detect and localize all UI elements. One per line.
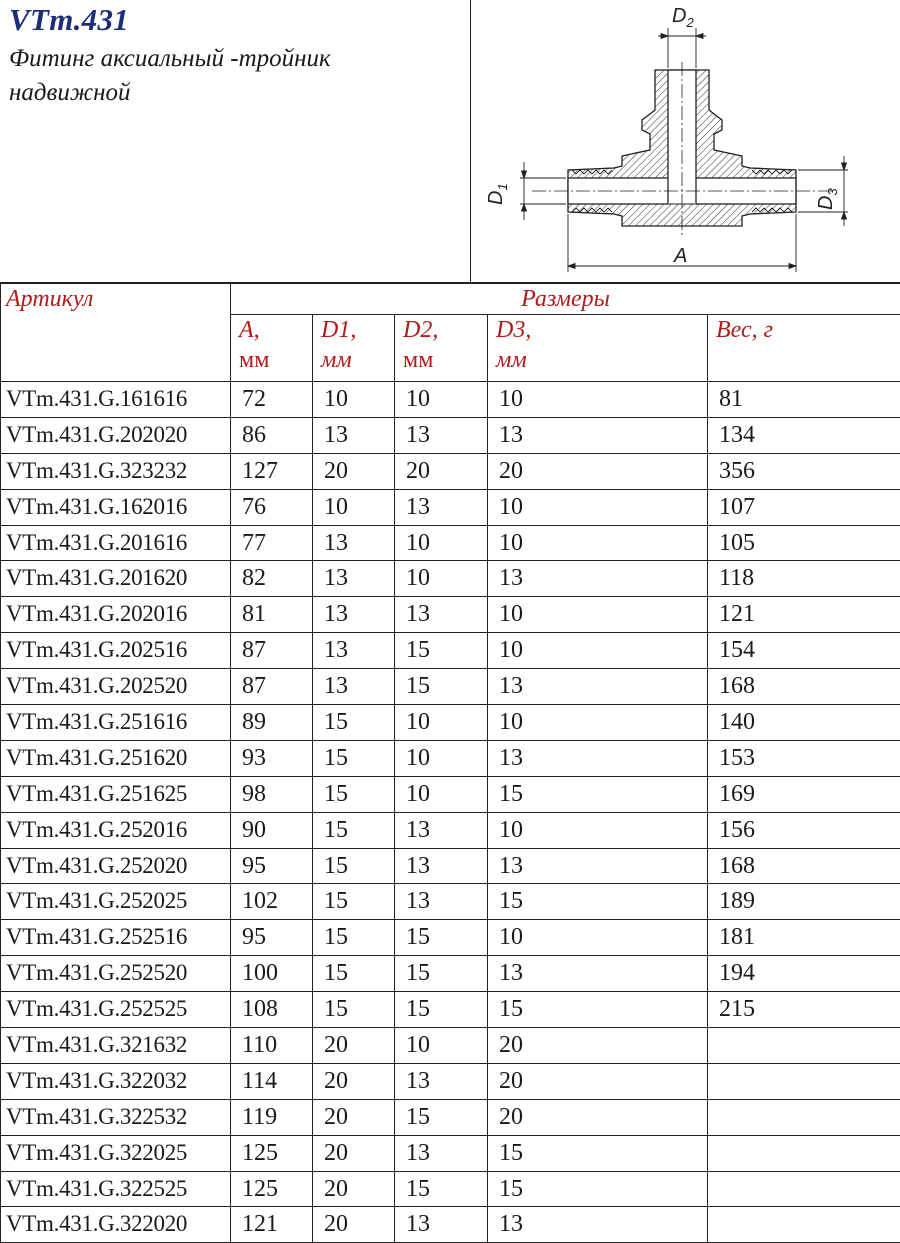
cell-weight: 194 bbox=[708, 956, 900, 992]
cell-a: 110 bbox=[231, 1028, 313, 1064]
cell-a: 72 bbox=[231, 382, 313, 418]
cell-weight: 181 bbox=[708, 920, 900, 956]
cell-d2: 15 bbox=[395, 669, 488, 705]
cell-d3: 10 bbox=[488, 597, 708, 633]
cell-weight: 168 bbox=[708, 848, 900, 884]
cell-weight: 134 bbox=[708, 417, 900, 453]
cell-a: 125 bbox=[231, 1171, 313, 1207]
table-row bbox=[1, 1171, 900, 1207]
cell-d3: 10 bbox=[488, 382, 708, 418]
cell-d1: 10 bbox=[313, 489, 395, 525]
cell-d3: 15 bbox=[488, 1135, 708, 1171]
page-title: VTm.431 bbox=[9, 2, 129, 38]
table-row bbox=[1, 1207, 900, 1243]
cell-a: 82 bbox=[231, 561, 313, 597]
cell-article: VTm.431.G.161616 bbox=[1, 382, 231, 418]
cell-article: VTm.431.G.202020 bbox=[1, 417, 231, 453]
cell-weight: 156 bbox=[708, 812, 900, 848]
cell-d3: 13 bbox=[488, 740, 708, 776]
cell-d2: 10 bbox=[395, 776, 488, 812]
cell-d2: 13 bbox=[395, 848, 488, 884]
cell-d2: 10 bbox=[395, 561, 488, 597]
cell-article: VTm.431.G.323232 bbox=[1, 453, 231, 489]
cell-weight: 153 bbox=[708, 740, 900, 776]
tee-fitting-drawing bbox=[472, 0, 900, 280]
article-header: Артикул bbox=[1, 284, 231, 382]
table-row bbox=[1, 525, 900, 561]
cell-a: 100 bbox=[231, 956, 313, 992]
cell-article: VTm.431.G.252525 bbox=[1, 992, 231, 1028]
cell-d1: 13 bbox=[313, 561, 395, 597]
cell-d2: 20 bbox=[395, 453, 488, 489]
header-section bbox=[0, 0, 900, 283]
cell-a: 81 bbox=[231, 597, 313, 633]
cell-article: VTm.431.G.251616 bbox=[1, 705, 231, 741]
cell-article: VTm.431.G.252520 bbox=[1, 956, 231, 992]
cell-d1: 15 bbox=[313, 740, 395, 776]
product-description: Фитинг аксиальный -тройник надвижной bbox=[9, 42, 449, 110]
table-row bbox=[1, 417, 900, 453]
cell-d1: 15 bbox=[313, 848, 395, 884]
cell-d3: 10 bbox=[488, 812, 708, 848]
cell-d2: 10 bbox=[395, 1028, 488, 1064]
table-row bbox=[1, 633, 900, 669]
cell-d2: 13 bbox=[395, 812, 488, 848]
cell-d1: 13 bbox=[313, 525, 395, 561]
cell-d1: 15 bbox=[313, 705, 395, 741]
cell-d2: 13 bbox=[395, 1135, 488, 1171]
cell-a: 95 bbox=[231, 920, 313, 956]
label-a: A bbox=[673, 245, 687, 267]
table-row bbox=[1, 669, 900, 705]
cell-d1: 13 bbox=[313, 633, 395, 669]
cell-d2: 15 bbox=[395, 633, 488, 669]
cell-article: VTm.431.G.322532 bbox=[1, 1099, 231, 1135]
cell-article: VTm.431.G.202520 bbox=[1, 669, 231, 705]
cell-d2: 13 bbox=[395, 1063, 488, 1099]
cell-d3: 15 bbox=[488, 884, 708, 920]
table-row bbox=[1, 776, 900, 812]
cell-a: 95 bbox=[231, 848, 313, 884]
cell-d2: 10 bbox=[395, 740, 488, 776]
cell-weight bbox=[708, 1028, 900, 1064]
table-row bbox=[1, 920, 900, 956]
cell-d3: 20 bbox=[488, 1063, 708, 1099]
cell-article: VTm.431.G.201616 bbox=[1, 525, 231, 561]
cell-weight: 215 bbox=[708, 992, 900, 1028]
label-d2: $D_2$ bbox=[672, 5, 694, 30]
col-header-d2: D2, мм bbox=[395, 315, 488, 382]
cell-d3: 20 bbox=[488, 1099, 708, 1135]
cell-weight: 154 bbox=[708, 633, 900, 669]
cell-d2: 13 bbox=[395, 1207, 488, 1243]
cell-article: VTm.431.G.201620 bbox=[1, 561, 231, 597]
cell-a: 77 bbox=[231, 525, 313, 561]
cell-article: VTm.431.G.252020 bbox=[1, 848, 231, 884]
cell-article: VTm.431.G.162016 bbox=[1, 489, 231, 525]
cell-d3: 10 bbox=[488, 525, 708, 561]
cell-d2: 13 bbox=[395, 884, 488, 920]
cell-article: VTm.431.G.322020 bbox=[1, 1207, 231, 1243]
cell-weight: 189 bbox=[708, 884, 900, 920]
cell-d2: 15 bbox=[395, 920, 488, 956]
cell-d1: 15 bbox=[313, 776, 395, 812]
label-d1: $D_1$ bbox=[485, 183, 510, 205]
cell-d3: 10 bbox=[488, 705, 708, 741]
cell-d3: 15 bbox=[488, 992, 708, 1028]
cell-a: 102 bbox=[231, 884, 313, 920]
cell-weight bbox=[708, 1207, 900, 1243]
table-row bbox=[1, 956, 900, 992]
cell-a: 89 bbox=[231, 705, 313, 741]
cell-a: 119 bbox=[231, 1099, 313, 1135]
cell-d1: 20 bbox=[313, 1028, 395, 1064]
table-row bbox=[1, 382, 900, 418]
table-row bbox=[1, 740, 900, 776]
col-header-d1: D1, мм bbox=[313, 315, 395, 382]
cell-d3: 13 bbox=[488, 417, 708, 453]
cell-d1: 15 bbox=[313, 920, 395, 956]
cell-a: 87 bbox=[231, 633, 313, 669]
cell-d3: 20 bbox=[488, 1028, 708, 1064]
cell-a: 87 bbox=[231, 669, 313, 705]
cell-a: 127 bbox=[231, 453, 313, 489]
table-row bbox=[1, 1028, 900, 1064]
cell-d1: 13 bbox=[313, 417, 395, 453]
sizes-header: Размеры bbox=[231, 284, 900, 315]
cell-article: VTm.431.G.322025 bbox=[1, 1135, 231, 1171]
cell-a: 76 bbox=[231, 489, 313, 525]
cell-d1: 13 bbox=[313, 597, 395, 633]
cell-article: VTm.431.G.202516 bbox=[1, 633, 231, 669]
table-row bbox=[1, 561, 900, 597]
header-divider bbox=[470, 0, 471, 282]
cell-d1: 15 bbox=[313, 884, 395, 920]
table-row bbox=[1, 597, 900, 633]
cell-d1: 15 bbox=[313, 992, 395, 1028]
cell-d2: 10 bbox=[395, 705, 488, 741]
cell-d2: 15 bbox=[395, 1099, 488, 1135]
cell-weight: 168 bbox=[708, 669, 900, 705]
col-header-weight: Вес, г bbox=[708, 315, 900, 382]
cell-d3: 13 bbox=[488, 956, 708, 992]
cell-d1: 20 bbox=[313, 1135, 395, 1171]
table-row bbox=[1, 489, 900, 525]
cell-weight bbox=[708, 1135, 900, 1171]
cell-d1: 20 bbox=[313, 453, 395, 489]
table-row bbox=[1, 1099, 900, 1135]
cell-d1: 20 bbox=[313, 1207, 395, 1243]
cell-article: VTm.431.G.251625 bbox=[1, 776, 231, 812]
cell-d2: 15 bbox=[395, 992, 488, 1028]
cell-weight: 169 bbox=[708, 776, 900, 812]
cell-d3: 20 bbox=[488, 453, 708, 489]
cell-a: 86 bbox=[231, 417, 313, 453]
cell-d3: 13 bbox=[488, 848, 708, 884]
table-row bbox=[1, 1135, 900, 1171]
cell-d1: 20 bbox=[313, 1171, 395, 1207]
cell-article: VTm.431.G.252016 bbox=[1, 812, 231, 848]
cell-d1: 15 bbox=[313, 812, 395, 848]
cell-d3: 10 bbox=[488, 920, 708, 956]
cell-a: 125 bbox=[231, 1135, 313, 1171]
col-header-d3: D3, мм bbox=[488, 315, 708, 382]
cell-a: 90 bbox=[231, 812, 313, 848]
table-row bbox=[1, 812, 900, 848]
cell-article: VTm.431.G.322525 bbox=[1, 1171, 231, 1207]
cell-article: VTm.431.G.322032 bbox=[1, 1063, 231, 1099]
label-d3: $D_3$ bbox=[815, 188, 840, 210]
table-row bbox=[1, 705, 900, 741]
cell-d2: 13 bbox=[395, 597, 488, 633]
cell-article: VTm.431.G.252025 bbox=[1, 884, 231, 920]
cell-d1: 13 bbox=[313, 669, 395, 705]
cell-d2: 13 bbox=[395, 417, 488, 453]
dimensions-table bbox=[0, 283, 900, 1243]
cell-article: VTm.431.G.321632 bbox=[1, 1028, 231, 1064]
table-row bbox=[1, 992, 900, 1028]
cell-weight: 107 bbox=[708, 489, 900, 525]
cell-weight: 105 bbox=[708, 525, 900, 561]
cell-d2: 15 bbox=[395, 956, 488, 992]
cell-d2: 10 bbox=[395, 525, 488, 561]
cell-weight: 121 bbox=[708, 597, 900, 633]
cell-d2: 15 bbox=[395, 1171, 488, 1207]
cell-article: VTm.431.G.251620 bbox=[1, 740, 231, 776]
cell-a: 121 bbox=[231, 1207, 313, 1243]
cell-d1: 10 bbox=[313, 382, 395, 418]
col-header-a: A, мм bbox=[231, 315, 313, 382]
cell-a: 114 bbox=[231, 1063, 313, 1099]
cell-weight: 140 bbox=[708, 705, 900, 741]
cell-d3: 15 bbox=[488, 1171, 708, 1207]
cell-d1: 20 bbox=[313, 1099, 395, 1135]
cell-weight bbox=[708, 1171, 900, 1207]
cell-d3: 13 bbox=[488, 1207, 708, 1243]
cell-weight: 118 bbox=[708, 561, 900, 597]
table-row bbox=[1, 848, 900, 884]
table-row bbox=[1, 453, 900, 489]
cell-d1: 15 bbox=[313, 956, 395, 992]
table-row bbox=[1, 1063, 900, 1099]
cell-a: 98 bbox=[231, 776, 313, 812]
cell-weight: 81 bbox=[708, 382, 900, 418]
cell-d1: 20 bbox=[313, 1063, 395, 1099]
cell-weight bbox=[708, 1063, 900, 1099]
cell-d3: 15 bbox=[488, 776, 708, 812]
cell-weight bbox=[708, 1099, 900, 1135]
cell-d2: 10 bbox=[395, 382, 488, 418]
cell-article: VTm.431.G.252516 bbox=[1, 920, 231, 956]
cell-d3: 13 bbox=[488, 669, 708, 705]
cell-d3: 10 bbox=[488, 633, 708, 669]
cell-a: 108 bbox=[231, 992, 313, 1028]
cell-d2: 13 bbox=[395, 489, 488, 525]
cell-d3: 10 bbox=[488, 489, 708, 525]
cell-d3: 13 bbox=[488, 561, 708, 597]
cell-a: 93 bbox=[231, 740, 313, 776]
table-row bbox=[1, 884, 900, 920]
cell-article: VTm.431.G.202016 bbox=[1, 597, 231, 633]
cell-weight: 356 bbox=[708, 453, 900, 489]
